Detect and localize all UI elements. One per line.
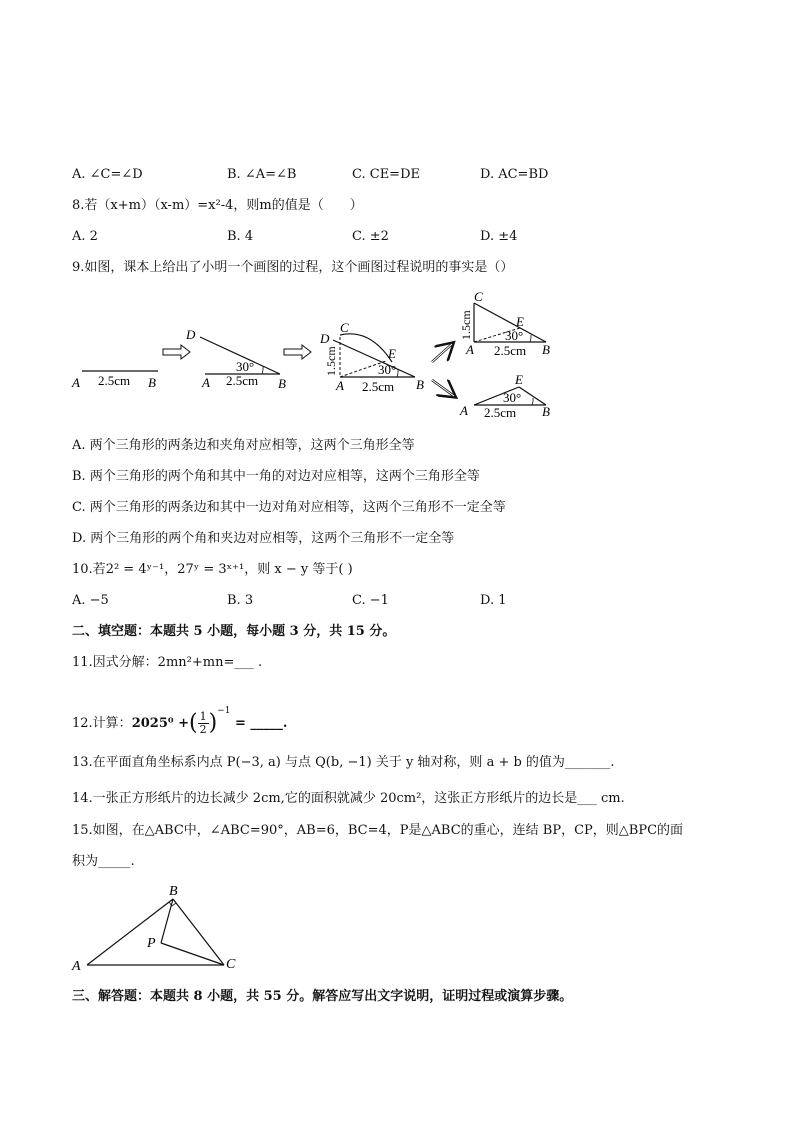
q10-stem: 10.若2² = 4ʸ⁻¹，27ʸ = 3ˣ⁺¹，则 x − y 等于( ) [72,562,353,577]
q8-option-b: B. 4 [227,229,254,244]
q9-option-c: C. 两个三角形的两条边和其中一边对角对应相等，这两个三角形不一定全等 [72,500,506,515]
q9-label-a2: A [202,375,210,390]
q9-option-a: A. 两个三角形的两条边和夹角对应相等，这两个三角形全等 [72,438,415,453]
q12-suffix: = _____. [230,716,288,731]
q9-label-a1: A [72,375,80,390]
q8-option-d: D. ±4 [480,229,518,244]
q9-arrow-2 [284,345,311,359]
q9-label-b2: B [278,376,286,391]
q9-arrow-1 [163,345,190,359]
q9-label-e5: E [515,372,523,387]
q9-angle-2: 30° [236,359,255,374]
q15-line-2: 积为_____. [72,854,135,869]
q10-option-b: B. 3 [227,593,254,608]
q12: 12.计算：2025⁰ +( $\frac{1}{2}$ )$^{-1}$ = _____. [72,706,288,736]
q9-label-c3: C [340,320,349,335]
q15-label-c: C [226,957,236,972]
section-3-heading: 三、解答题：本题共 8 小题，共 55 分。解答应写出文字说明，证明过程或演算步骤。 [72,989,573,1004]
q15-label-p: P [147,936,156,951]
q15-figure [71,884,236,974]
q9-label-d2: D [186,327,196,342]
q8-stem: 8.若（x+m）（x-m）=x²-4，则m的值是（ ） [72,198,363,213]
q9-angle-3: 30° [378,362,397,377]
q7-option-b: B. ∠A=∠B [227,167,297,182]
q10-option-a: A. −5 [72,593,109,608]
q9-label-a4: A [466,342,474,357]
q9-length-4: 2.5cm [494,343,527,358]
q9-label-e3: E [388,346,396,361]
q10-prefix: 10.若 [72,562,106,577]
q7-option-d: D. AC=BD [480,167,549,182]
q9-label-b4: B [542,342,550,357]
q9-label-c4: C [474,289,483,304]
q9-step1 [71,371,158,390]
q9-label-d3: D [320,331,330,346]
q12-fraction [198,711,209,736]
q10-suffix: ，则 x − y 等于( ) [244,562,353,577]
q9-length-1: 2.5cm [98,373,131,388]
q15-line-1: 15.如图，在△ABC中，∠ABC=90°，AB=6，BC=4，P是△ABC的重心，连结 BP，CP，则△BPC的面 [72,823,684,838]
q9-angle-5: 30° [503,390,522,405]
q9-stem: 9.如图，课本上给出了小明一个画图的过程，这个画图过程说明的事实是（） [72,260,514,275]
q9-label-a3: A [336,378,344,393]
q9-label-e4: E [516,314,524,329]
q7-option-a: A. ∠C=∠D [72,167,143,182]
q12-numerator: 1 [199,710,207,723]
q15-label-a: A [72,959,81,974]
q14: 14.一张正方形纸片的边长减少 2cm,它的面积就减少 20cm²，这张正方形纸片的边长是___ cm. [72,791,625,806]
q9-step3 [319,320,424,394]
q9-step4-top [459,289,550,358]
q9-length-2: 2.5cm [226,373,259,388]
q12-base: 2025⁰ + [131,716,189,731]
q10-option-c: C. −1 [352,593,389,608]
q9-label-a5: A [460,403,468,418]
q10-option-d: D. 1 [480,593,507,608]
q9-height-4: 1.5cm [459,310,473,340]
q9-length-3: 2.5cm [362,379,395,394]
q9-label-b1: B [148,375,156,390]
q10-eq1: 2² = 4ʸ⁻¹ [105,562,165,577]
q9-option-d: D. 两个三角形的两个角和夹边对应相等，这两个三角形不一定全等 [72,531,455,546]
q9-height-3: 1.5cm [324,346,338,376]
q9-label-b3: B [416,377,424,392]
q11: 11.因式分解：2mn²+mn=___ . [72,655,263,670]
q12-prefix: 12.计算： [72,716,132,731]
q13: 13.在平面直角坐标系内点 P(−3, a) 与点 Q(b, −1) 关于 y 轴对称，则 a + b 的值为_______. [72,755,615,770]
q9-label-b5: B [542,404,550,419]
q7-option-c: C. CE=DE [352,167,420,182]
q9-option-b: B. 两个三角形的两个角和其中一角的对边对应相等，这两个三角形全等 [72,469,480,484]
section-2-heading: 二、填空题：本题共 5 小题，每小题 3 分，共 15 分。 [72,624,396,639]
q12-exponent: −1 [217,706,231,716]
q9-step4-bottom [459,372,550,420]
q9-length-5: 2.5cm [484,405,517,420]
q8-option-c: C. ±2 [352,229,389,244]
q9-step2 [185,327,286,391]
q8-option-a: A. 2 [72,229,98,244]
q9-angle-4: 30° [505,328,524,343]
q15-label-b: B [169,884,178,899]
q12-denominator: 2 [199,723,207,736]
q10-eq2: 27ʸ = 3ˣ⁺¹ [177,562,245,577]
